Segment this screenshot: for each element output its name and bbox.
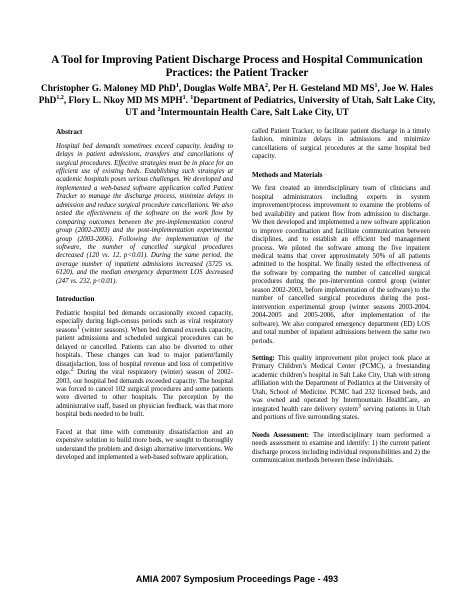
author-affiliation-mark: 1,2 (56, 94, 64, 101)
introduction-text: Pediatric hospital bed demands occasionally exceed capacity, especially during high-census periods such as viral respiratory seasons (56, 309, 233, 334)
author-affiliation-mark: 2 (264, 82, 268, 89)
paper-title: A Tool for Improving Patient Discharge Process and Hospital Communication Practices: the Patient Tracker (51, 54, 423, 79)
needs-text: The interdisciplinary team performed a needs assessment to examine and identify: 1) the current patient discharge process including individual responsibilities and 2) the communication methods between these individuals. (252, 431, 431, 464)
author-name: , Joe W. Hales PhD (38, 84, 433, 106)
setting-paragraph (252, 355, 430, 423)
affiliation-mark: 2 (157, 106, 161, 113)
setting-text: serving patients in Utah and portions of five surrounding states. (252, 405, 430, 422)
needs-lead: Needs Assessment: (252, 431, 310, 439)
author-name: , Flory L. Nkoy MD MS MPH (63, 95, 183, 106)
methods-paragraph: We first created an interdisciplinary team of clinicians and hospital administrators including experts in system improvement/process improvement to examine the problems of bed availability and patient flow from admission to discharge. We then developed and implemented a new software application to improve coordination and facilitate communication between disciplines, and to establish an efficient bed management process. We piloted the software among the five inpatient medical teams that cover approximately 50% of all patients admitted to the hospital. We finally tested the effectiveness of the software by comparing the number of cancelled surgical procedures during the pre-intervention control group (winter season 2002-2003, before implementation of the software) to the number of cancelled surgical procedures during the post-intervention experimental group (winter seasons 2003-2004, 2004-2005 and 2005-2006, after implementation of the software). We also compared emergency department (ED) LOS and total number of inpatient admissions between the same two periods. (252, 185, 430, 345)
left-column (56, 128, 233, 472)
introduction-heading: Introduction (56, 295, 95, 304)
page-footer: AMIA 2007 Symposium Proceedings Page - 493 (135, 574, 339, 584)
introduction-text: During the viral respiratory (winter) season of 2002-2003, our hospital bed demands exceeded capacity. The hospital was forced to cancel 102 surgical procedures and some patients were diverted to other hospitals. The perception by the administrative staff, based on physician feedback, was that more hospital beds needed to be built. (56, 369, 233, 419)
author-block: Christopher G. Maloney MD PhD$^1$, Douglas Wolfe MBA$^2$, Per H. Gesteland MD $MS^1$, Joe W. Hales PhD$^{1,2}$, Flory L. Nkoy MD MS MPH$^1$. $^1$Department of Pediatrics, University of Utah, Salt Lake City, UT and $^2$Intermountain Health Care, Salt Lake City, UT (38, 82, 436, 118)
setting-text: This quality improvement pilot project took place at Primary Children’s Medical Center (PCMC), a freestanding academic children’s hospital in Salt Lake City, Utah with strong affiliation with the Department of Pediatrics at the University of Utah, School of Medicine. PCMC had 232 licensed beds, and was owned and operated by Intermountain HealthCare, an integrated health care delivery system (252, 355, 430, 413)
introduction-text: (winter seasons). When bed demand exceeds capacity, patient admissions and scheduled surgical procedures can be delayed or cancelled. Patients can also be diverted to other hospitals. These changes can lead to major patient/family dissatisfaction, loss of hospital revenue and loss of competitive edge. (56, 326, 233, 377)
introduction-paragraph: Faced at that time with community dissatisfaction and an expensive solution to build more beds, we sought to thoroughly understand the problem and design alternative interventions. We developed and implemented a web-based software application, (56, 428, 233, 462)
methods-heading: Methods and Materials (252, 170, 323, 179)
affiliation-mark: 1 (190, 94, 194, 101)
affiliation-text: Intermountain Health Care, Salt Lake City, UT (160, 107, 349, 118)
right-column (252, 128, 430, 474)
affiliation-text: Department of Pediatrics, University of Utah, Salt Lake City, UT and (125, 95, 436, 118)
citation-mark: 1 (76, 324, 80, 331)
continued-paragraph: called Patient Tracker, to facilitate patient discharge in a timely fashion, minimize delays in admissions and minimize cancellations of surgical procedures at the same hospital bed capacity. (252, 128, 430, 161)
author-affiliation-mark: 1 (182, 94, 186, 101)
needs-paragraph (252, 432, 430, 466)
citation-mark: 2 (70, 366, 74, 373)
author-affiliation-mark: 1 (175, 82, 179, 89)
author-name: , Douglas Wolfe MBA (178, 84, 265, 94)
abstract-body: Hospital bed demands sometimes exceed capacity, leading to delays in patient admissions, transfers and cancellations of surgical procedures. Effective strategies must be in place for an efficient use of existing beds. Establishing such strategies at academic hospitals poses serious challenges. We developed and implemented a web-based software application called Patient Tracker to manage the discharge process, minimize delays in admission and reduce surgical procedure cancellations. We also tested the effectiveness of the software on the work flow by comparing outcomes between the pre-implementation control group (2002-2003) and the post-implementation experimental group (2003-2006). Following the implementation of the software, the number of cancelled surgical procedures decreased (120 vs. 12, p<0.01). During the same period, the average number of inpatient admissions increased (5725 vs. 6120), and the median emergency department LOS decreased (247 vs. 232, p<0.01). (56, 142, 233, 285)
author-name: Christopher G. Maloney MD PhD (41, 84, 176, 94)
abstract-heading: Abstract (56, 128, 83, 136)
author-affiliation-mark: 1 (374, 82, 378, 89)
citation-mark: 3 (357, 403, 361, 410)
author-name: , Per H. Gesteland MD MS (267, 84, 375, 94)
introduction-paragraph (56, 310, 233, 420)
setting-lead: Setting: (252, 355, 275, 363)
